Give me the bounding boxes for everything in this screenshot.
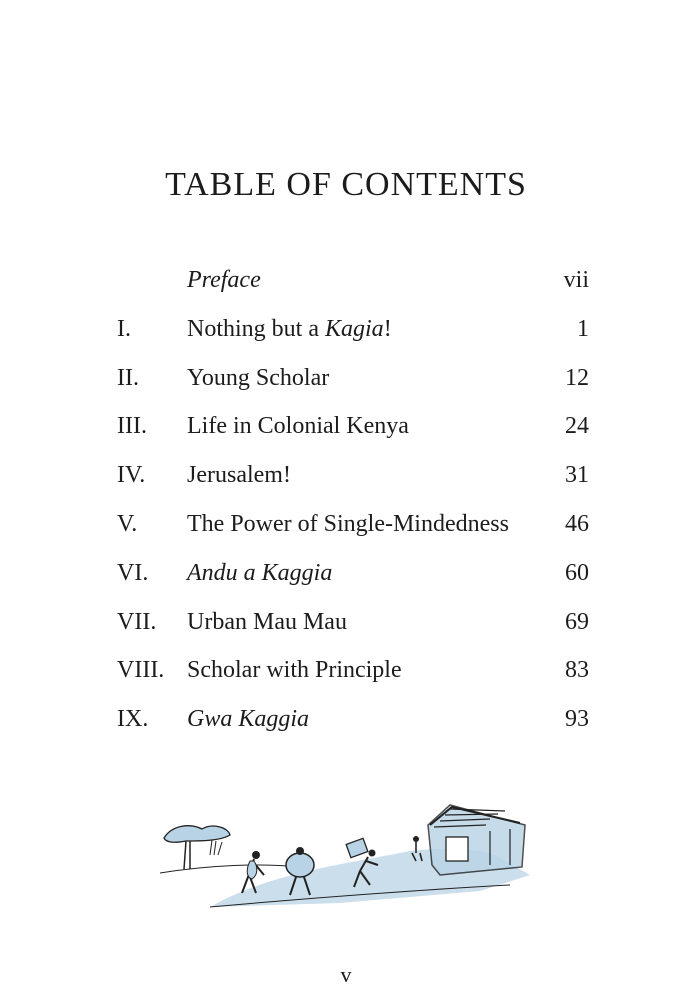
toc-chapter-number: VII. [117, 608, 157, 635]
toc-entry-chapter-4[interactable] [117, 457, 589, 506]
toc-chapter-title: The Power of Single-Mindedness [187, 510, 509, 537]
toc-chapter-title [187, 311, 392, 347]
toc-page-number: 24 [565, 413, 589, 440]
toc-entry-chapter-9[interactable] [117, 701, 589, 750]
toc-chapter-number: IX. [117, 706, 149, 733]
toc-entry-chapter-7[interactable] [117, 604, 589, 653]
toc-chapter-number: II. [117, 364, 139, 391]
toc-title-emphasis: Kagia [325, 315, 384, 342]
toc-page-number: 93 [565, 706, 589, 733]
toc-page-number: 69 [565, 608, 589, 635]
toc-chapter-title: Gwa Kaggia [187, 706, 310, 733]
toc-entry-preface[interactable] [117, 262, 589, 311]
hut-icon [428, 805, 525, 875]
toc-chapter-number: IV. [117, 462, 146, 489]
toc-entry-chapter-1[interactable] [117, 311, 589, 360]
toc-chapter-title: Life in Colonial Kenya [187, 413, 409, 440]
toc-page-number: 60 [565, 559, 589, 586]
toc-entry-chapter-2[interactable] [117, 360, 589, 409]
toc-entry-chapter-3[interactable] [117, 408, 589, 457]
toc-chapter-title: Jerusalem! [187, 462, 291, 489]
page-title: TABLE OF CONTENTS [165, 166, 527, 203]
toc-page-number: 83 [565, 657, 589, 684]
page-number: v [340, 962, 352, 987]
toc-page-number: vii [563, 267, 589, 293]
toc-chapter-title: Preface [187, 267, 261, 293]
toc-chapter-number: III. [117, 413, 147, 440]
toc-chapter-title: Urban Mau Mau [187, 608, 347, 635]
toc-chapter-number: I. [117, 315, 131, 342]
toc-page-number: 46 [565, 510, 589, 537]
toc-title-text-after: ! [383, 315, 392, 342]
toc-entry-chapter-8[interactable] [117, 652, 589, 701]
toc-entry-chapter-6[interactable] [117, 555, 589, 604]
shrub-icon [210, 840, 222, 855]
village-scene-illustration [150, 795, 550, 910]
toc-chapter-title: Andu a Kaggia [187, 559, 333, 586]
toc-page-number: 1 [577, 315, 589, 342]
toc-chapter-title: Scholar with Principle [187, 657, 402, 684]
toc-chapter-number: VIII. [117, 657, 165, 684]
toc-chapter-title: Young Scholar [187, 364, 330, 391]
toc-chapter-number: V. [117, 510, 138, 537]
toc-page-number: 31 [565, 462, 589, 489]
toc-entry-chapter-5[interactable] [117, 506, 589, 555]
toc-chapter-number: VI. [117, 559, 149, 586]
table-of-contents [117, 262, 589, 750]
toc-page-number: 12 [565, 364, 589, 391]
toc-title-text: Nothing but a [187, 315, 325, 342]
